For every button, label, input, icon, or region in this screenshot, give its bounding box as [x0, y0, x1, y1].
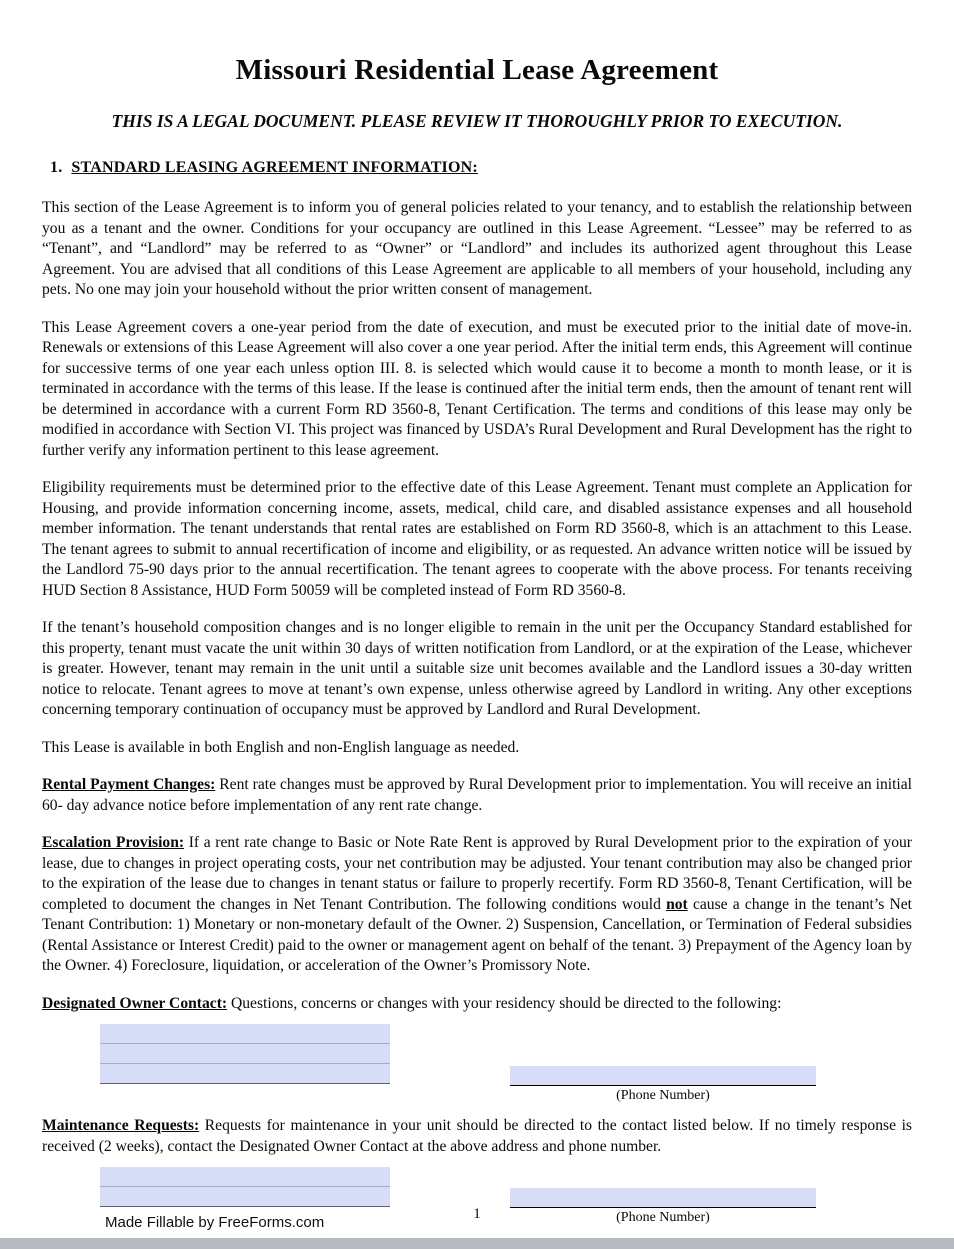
owner-contact-phone-field[interactable]: [510, 1066, 816, 1086]
owner-contact-field-line-2[interactable]: [100, 1044, 390, 1064]
paragraph-language-availability: This Lease is available in both English and non-English language as needed.: [42, 738, 520, 756]
paragraph-lease-term: This Lease Agreement covers a one-year period from the date of execution, and must be executed prior to the initial date of move-in. Renewals or extensions of this Lease Agreement will also cover a one year period. After the initial term ends, this Agreement will continue for successive terms of one year each unless option III. 8. is selected which would cause it to become a month to month lease, or it is terminated in accordance with the terms of this lease. If the lease is continued after the initial term ends, then the amount of tenant rent will be determined in accordance with a current Form RD 3560-8, Tenant Certification. The terms and conditions of this lease may only be modified in accordance with Section VI. This project was financed by USDA’s Rural Development and Rural Development has the right to further verify any information pertinent to this lease agreement.: [42, 318, 912, 459]
paragraph-general-policies: This section of the Lease Agreement is to inform you of general policies related to your tenancy, and to establish the relationship between you as a tenant and the owner. Conditions for your occupancy are outlined in this Lease Agreement. “Lessee” may be referred to as “Tenant”, and “Landlord” may be referred to as “Owner” or “Landlord” and includes its authorized agent throughout this Lease Agreement. You are advised that all conditions of this Lease Agreement are applicable to all members of your household, including any pets. No one may join your household without the prior written consent of management.: [42, 199, 912, 298]
escalation-provision-text-1: If a rent rate change to Basic or Note Rate Rent is approved by Rural Development prior to the expiration of your lease, due to changes in project operating costs, your net contribution may be adjusted. Your tenant contribution may also be changed prior to the expiration of the lease due to changes in tenant status or failure to properly recertify. Form RD 3560-8, Tenant Certification, will be completed to document the changes in Net Tenant Contribution. The following conditions would: [42, 834, 912, 913]
escalation-provision-text-2: cause a change in the tenant’s Net Tenant Contribution: 1) Monetary or non-monetary default of the Owner. 2) Suspension, Cancellation, or Termination of Federal subsidies (Rental Assistance or Interest Credit) paid to the owner or management agent on behalf of the tenant. 3) Prepayment of the Agency loan by the Owner. 4) Foreclosure, liquidation, or acceleration of the Owner’s Promissory Note.: [42, 895, 912, 974]
page-number: 1: [473, 1206, 481, 1222]
phone-number-label: (Phone Number): [616, 1088, 710, 1103]
owner-contact-phone-block: [510, 1024, 816, 1104]
owner-contact-field-line-1[interactable]: [100, 1024, 390, 1044]
rental-payment-changes-text: Rent rate changes must be approved by Rural Development prior to implementation. You will receive an initial 60- day advance notice before implementation of any rent rate change.: [42, 776, 912, 814]
section-number: 1.: [50, 159, 63, 176]
paragraph-escalation-provision: [42, 833, 912, 977]
maintenance-requests-text: Requests for maintenance in your unit should be directed to the contact listed below. If no timely response is received (2 weeks), contact the Designated Owner Contact at the above address and phone number.: [42, 1117, 912, 1155]
paragraph-rental-payment-changes: [42, 775, 912, 816]
escalation-provision-label: Escalation Provision:: [42, 834, 185, 851]
viewer-background: [0, 1238, 954, 1249]
rental-payment-changes-label: Rental Payment Changes:: [42, 776, 216, 793]
document-title: Missouri Residential Lease Agreement: [235, 54, 719, 86]
paragraph-eligibility: Eligibility requirements must be determined prior to the effective date of this Lease Agreement. Tenant must complete an Application for Housing, and provide information concerning income, assets, medical, child care, and disabled assistance expenses and all household member information. The tenant understands that rental rates are established on Form RD 3560-8, which is an attachment to this Lease. The tenant agrees to submit to annual recertification of income and eligibility, or as requested. An advance written notice will be issued by the Landlord 75-90 days prior to the annual recertification. The tenant agrees to cooperate with the above process. For tenants receiving HUD Section 8 Assistance, HUD Form 50059 will be completed instead of Form RD 3560-8.: [42, 479, 912, 599]
paragraph-maintenance-requests: [42, 1116, 912, 1157]
designated-owner-contact-text: Questions, concerns or changes with your residency should be directed to the following:: [227, 994, 782, 1012]
section-heading-text: STANDARD LEASING AGREEMENT INFORMATION:: [71, 159, 478, 176]
page-footer: [0, 1201, 954, 1233]
designated-owner-contact-fields: [100, 1024, 912, 1104]
paragraph-designated-owner-contact: [42, 994, 912, 1015]
freeforms-brand-text: Made Fillable by FreeForms.com: [105, 1214, 325, 1231]
section-heading: [50, 159, 912, 177]
maintenance-requests-label: Maintenance Requests:: [42, 1117, 200, 1134]
phone-number-label: (Phone Number): [616, 1210, 710, 1225]
escalation-not-emphasis: not: [666, 895, 688, 913]
owner-contact-field-line-3[interactable]: [100, 1064, 390, 1084]
paragraph-household-composition: If the tenant’s household composition changes and is no longer eligible to remain in the unit per the Occupancy Standard established for this property, tenant must vacate the unit within 30 days of written notification from Landlord, or at the expiration of the Lease, whichever is greater. However, tenant may remain in the unit until a suitable size unit becomes available and the Landlord issues a 30-day written notice to relocate. Tenant agrees to move at tenant’s own expense, unless otherwise agreed by Landlord in writing. Any other exceptions concerning temporary continuation of occupancy must be approved by Landlord and Rural Development.: [42, 619, 912, 718]
legal-notice: THIS IS A LEGAL DOCUMENT. PLEASE REVIEW IT THOROUGHLY PRIOR TO EXECUTION.: [111, 111, 843, 131]
owner-contact-field-stack: [100, 1024, 390, 1084]
maintenance-contact-field-line-1[interactable]: [100, 1167, 390, 1187]
designated-owner-contact-label: Designated Owner Contact:: [42, 994, 228, 1012]
